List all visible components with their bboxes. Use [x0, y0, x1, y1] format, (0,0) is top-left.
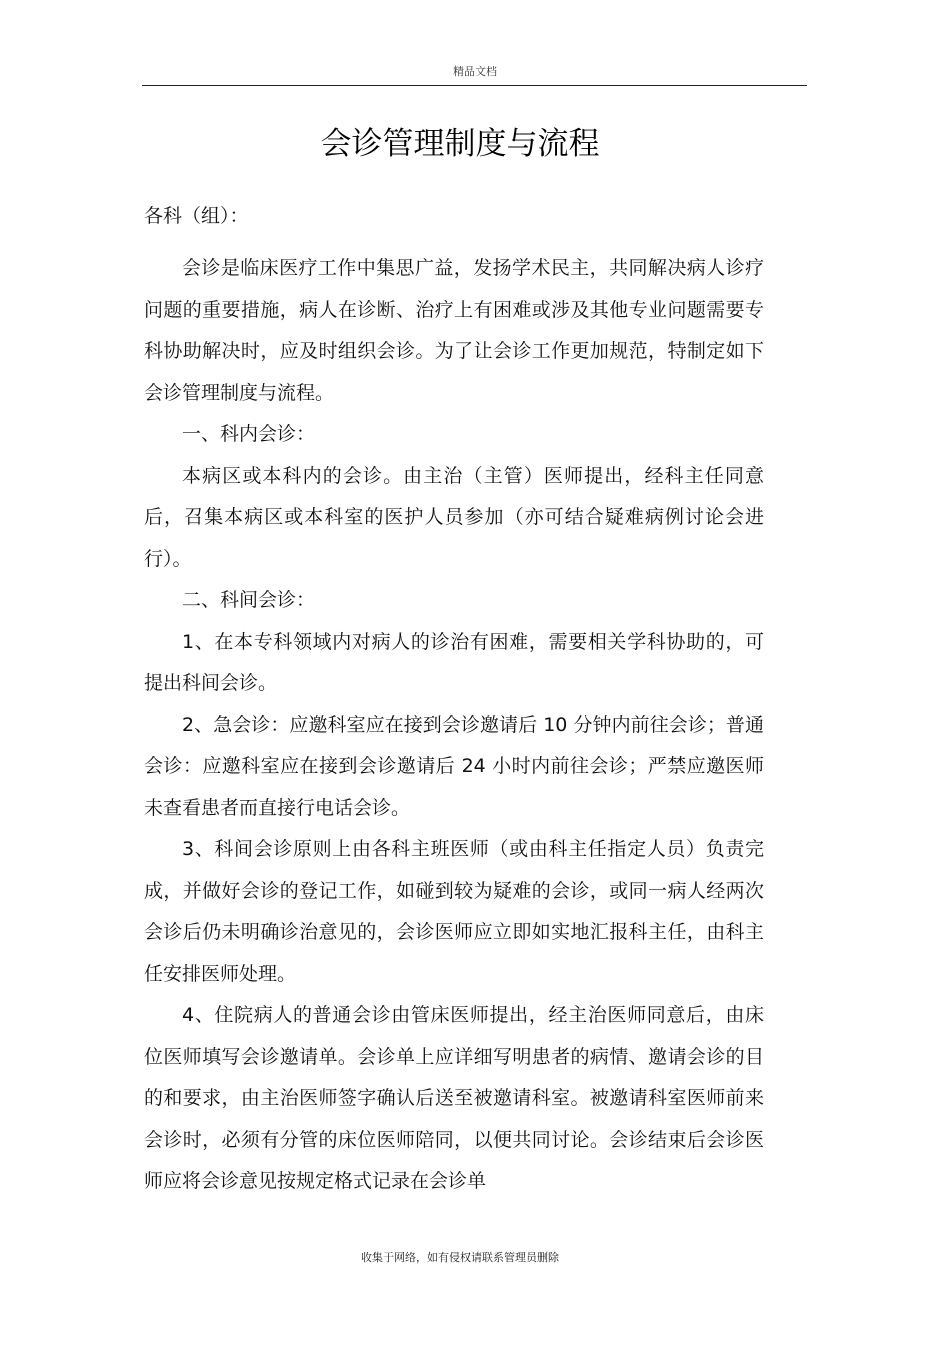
paragraph-item-4: 4、住院病人的普通会诊由管床医师提出，经主治医师同意后，由床位医师填写会诊邀请单。会诊单上应详细写明患者的病情、邀请会诊的目的和要求，由主治医师签字确认后送至被邀请科室。被邀请科室医师前来会诊时，必须有分管的床位医师陪同，以便共同讨论。会诊结束后会诊医师应将会诊意见按规定格式记录在会诊单 — [144, 1004, 764, 1192]
paragraph-internal-consult: 本病区或本科内的会诊。由主治（主管）医师提出，经科主任同意后，召集本病区或本科室的医护人员参加（亦可结合疑难病例讨论会进行）。 — [144, 464, 764, 570]
page-header: 精品文档 — [453, 65, 497, 78]
section-heading-internal-consult: 一、科内会诊： — [182, 423, 316, 445]
document-body — [144, 248, 764, 1203]
salutation: 各科（组）： — [144, 205, 249, 227]
paragraph-item-2: 2、急会诊：应邀科室应在接到会诊邀请后 10 分钟内前往会诊；普通会诊：应邀科室应在接到会诊邀请后 24 小时内前往会诊；严禁应邀医师未查看患者而直接行电话会诊。 — [144, 713, 764, 819]
page-footer: 收集于网络，如有侵权请联系管理员删除 — [361, 1251, 559, 1264]
paragraph-item-3: 3、科间会诊原则上由各科主班医师（或由科主任指定人员）负责完成，并做好会诊的登记工作，如碰到较为疑难的会诊，或同一病人经两次会诊后仍未明确诊治意见的，会诊医师应立即如实地汇报科主任，由科主任安排医师处理。 — [144, 838, 764, 985]
section-heading-interdept-consult: 二、科间会诊： — [182, 589, 316, 611]
header-divider — [142, 85, 807, 86]
document-title: 会诊管理制度与流程 — [320, 126, 600, 162]
paragraph-intro: 会诊是临床医疗工作中集思广益，发扬学术民主，共同解决病人诊疗问题的重要措施，病人在诊断、治疗上有困难或涉及其他专业问题需要专科协助解决时，应及时组织会诊。为了让会诊工作更加规范，特制定如下会诊管理制度与流程。 — [144, 257, 764, 404]
paragraph-item-1: 1、在本专科领域内对病人的诊治有困难，需要相关学科协助的，可提出科间会诊。 — [144, 630, 764, 694]
